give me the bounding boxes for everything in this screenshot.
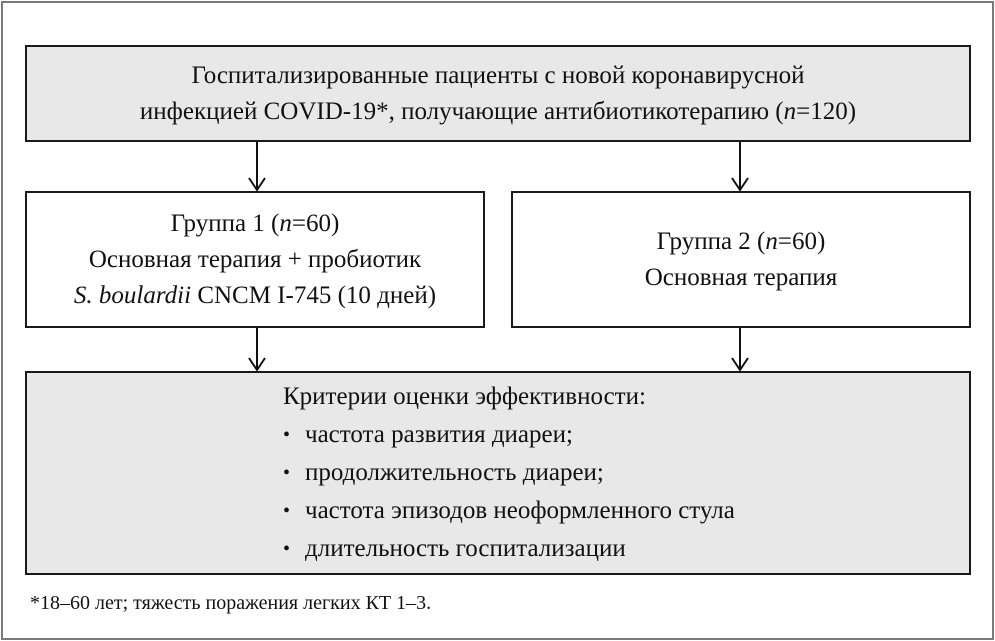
- bullet-icon: •: [283, 424, 291, 446]
- group-1-title: Группа 1 (n=60): [170, 209, 340, 237]
- criteria-item: • частота развития диареи;: [283, 416, 573, 454]
- arrow-group-2-to-criteria: [728, 328, 752, 372]
- group-2-box: [511, 191, 971, 328]
- arrow-to-group-2: [728, 142, 752, 192]
- group-1-probiotic: S. boulardii CNCM I-745 (10 дней): [73, 281, 437, 309]
- patients-line-2: инфекцией COVID-19*, получающие антибиотикотерапию (n=120): [139, 97, 857, 125]
- group-1-box: [25, 191, 485, 328]
- patients-line-1: Госпитализированные пациенты с новой коронавирусной: [191, 61, 805, 89]
- footnote: *18–60 лет; тяжесть поражения легких КТ 1–3.: [30, 592, 432, 614]
- criteria-item: • частота эпизодов неоформленного стула: [283, 492, 735, 530]
- bullet-icon: •: [283, 462, 291, 484]
- arrow-to-group-1: [245, 142, 269, 192]
- criteria-box: [25, 371, 971, 575]
- bullet-icon: •: [283, 538, 291, 560]
- criteria-heading: Критерии оценки эффективности:: [283, 383, 646, 410]
- criteria-item: • продолжительность диареи;: [283, 454, 604, 492]
- group-1-therapy: Основная терапия + пробиотик: [88, 245, 422, 273]
- group-2-therapy: Основная терапия: [644, 263, 838, 291]
- group-2-title: Группа 2 (n=60): [656, 227, 826, 255]
- arrow-group-1-to-criteria: [245, 328, 269, 372]
- patients-box: [25, 45, 971, 142]
- bullet-icon: •: [283, 500, 291, 522]
- criteria-item: • длительность госпитализации: [283, 530, 626, 568]
